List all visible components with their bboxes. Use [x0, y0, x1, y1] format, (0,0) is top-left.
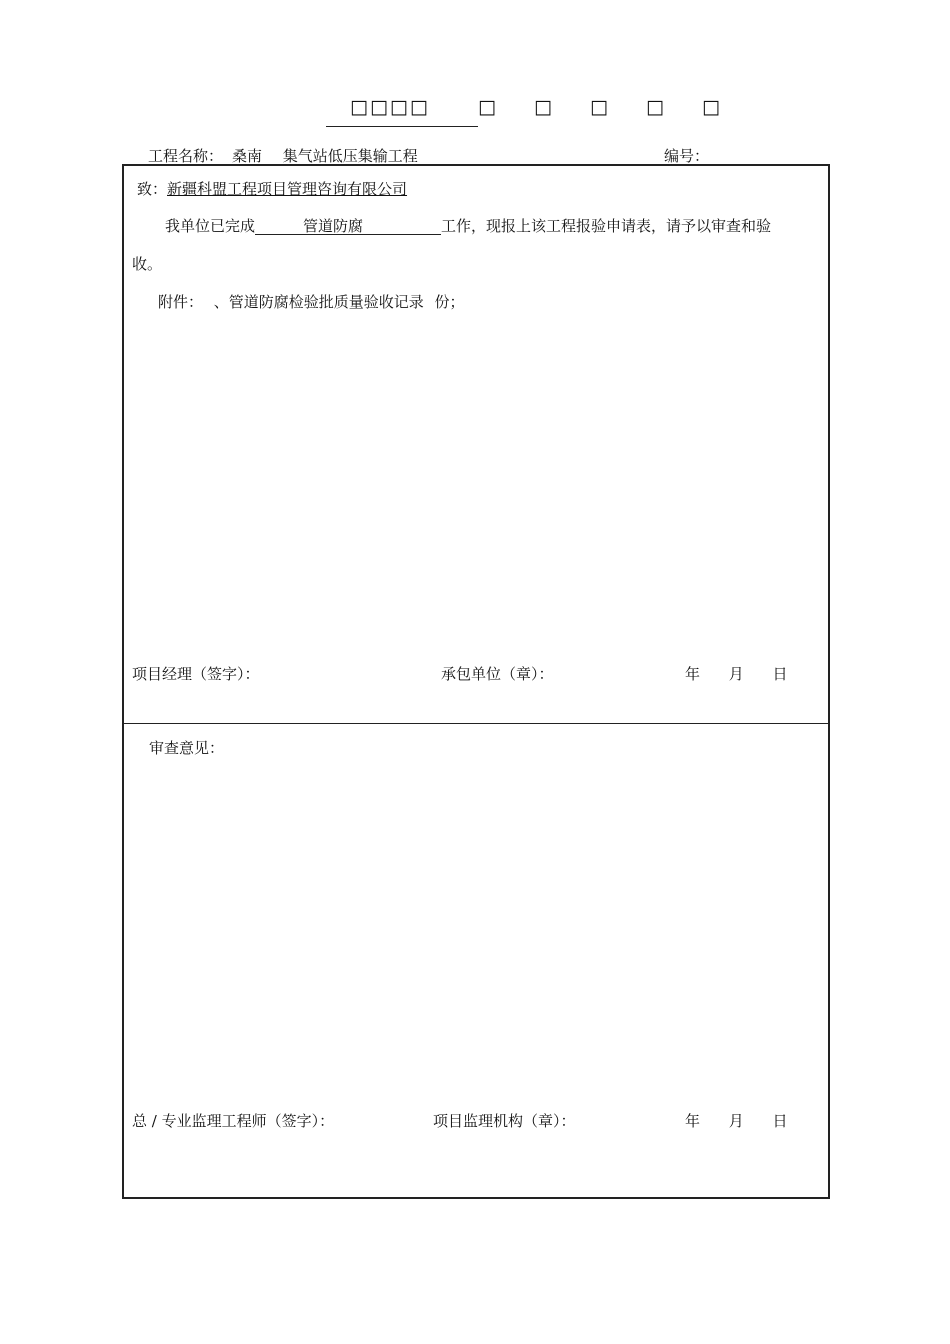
supervising-engineer-signature: 总 / 专业监理工程师（签字）： — [132, 1112, 335, 1130]
number-label: 编号： — [664, 147, 710, 165]
form-title-right: □ □ □ □ □ — [478, 96, 736, 118]
project-name-value: 桑南 集气站低压集输工程 — [232, 147, 418, 165]
work-item-field: 管道防腐 — [255, 217, 441, 235]
form-title-left: □□□□ — [350, 96, 430, 118]
application-line-1 — [165, 215, 771, 236]
section-divider — [122, 723, 828, 724]
review-opinion-label: 审查意见： — [149, 739, 225, 757]
application-date: 年 月 日 — [685, 665, 788, 683]
addressee-name: 新疆科盟工程项目管理咨询有限公司 — [167, 180, 408, 198]
contractor-seal: 承包单位（章）： — [441, 665, 554, 683]
addressee-prefix: 致： — [137, 180, 168, 198]
addressee-line — [137, 178, 407, 199]
title-underline — [326, 126, 478, 127]
application-line-2: 收。 — [132, 255, 163, 273]
project-manager-signature: 项目经理（签字）： — [132, 665, 260, 683]
attachment-line: 附件： 、管道防腐检验批质量验收记录 份； — [158, 293, 465, 311]
review-date: 年 月 日 — [685, 1112, 788, 1130]
line1-suffix: 工作，现报上该工程报验申请表，请予以审查和验 — [441, 217, 772, 235]
line1-prefix: 我单位已完成 — [165, 217, 256, 235]
supervision-agency-seal: 项目监理机构（章）： — [433, 1112, 576, 1130]
project-name-label: 工程名称： — [148, 147, 224, 165]
